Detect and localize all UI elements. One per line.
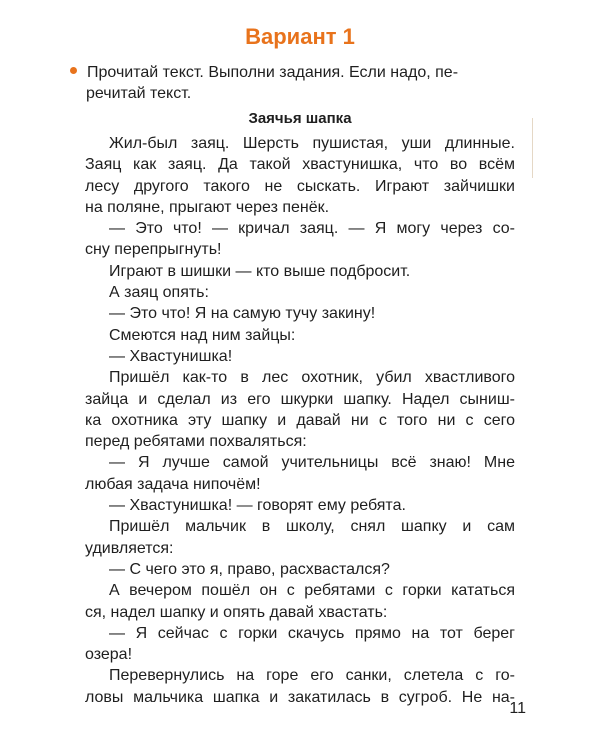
text-line: — Я сейчас с горки скачусь прямо на тот берег bbox=[109, 624, 515, 642]
text-line: — Я лучше самой учительницы всё знаю! Мне bbox=[109, 454, 515, 472]
story-title: Заячья шапка bbox=[248, 110, 352, 127]
text-line: лесу другого такого не сыскать. Играют зайчишки bbox=[85, 177, 515, 195]
text-line: А заяц опять: bbox=[109, 284, 209, 302]
text-line: Пришёл мальчик в школу, снял шапку и сам bbox=[109, 518, 515, 536]
instruction-line-1: Прочитай текст. Выполни задания. Если надо, пе- bbox=[87, 64, 459, 81]
text-line: — Это что! — кричал заяц. — Я могу через со- bbox=[109, 220, 515, 238]
text-line: ся, надел шапку и опять давай хвастать: bbox=[85, 603, 388, 621]
text-line: А вечером пошёл он с ребятами с горки кататься bbox=[109, 582, 515, 600]
text-line: — Хвастунишка! bbox=[109, 347, 233, 365]
text-line: ка охотника эту шапку и давай ни с того ни с сего bbox=[85, 411, 515, 429]
page-gutter-line bbox=[532, 118, 533, 178]
text-line: — С чего это я, право, расхвастался? bbox=[109, 560, 390, 578]
story-text bbox=[85, 133, 515, 708]
text-line: Заяц как заяц. Да такой хвастунишка, что во всём bbox=[85, 156, 515, 174]
text-line: сну перепрыгнуть! bbox=[85, 241, 222, 259]
text-line: зайца и сделал из его шкурки шапку. Надел сыниш- bbox=[85, 390, 515, 408]
text-line: Жил-был заяц. Шерсть пушистая, уши длинные. bbox=[109, 135, 515, 152]
page-number: 11 bbox=[509, 700, 526, 717]
page-title: Вариант 1 bbox=[245, 24, 355, 49]
instruction-line-2: речитай текст. bbox=[86, 85, 192, 102]
text-line: озера! bbox=[85, 646, 133, 664]
text-line: на поляне, прыгают через пенёк. bbox=[85, 198, 330, 216]
text-line: удивляется: bbox=[85, 539, 174, 557]
text-line: Играют в шишки — кто выше подбросит. bbox=[109, 262, 411, 280]
bullet-icon bbox=[70, 67, 77, 74]
text-line: любая задача нипочём! bbox=[85, 475, 261, 493]
text-line: перед ребятами похваляться: bbox=[85, 433, 307, 451]
text-line: Смеются над ним зайцы: bbox=[109, 326, 296, 344]
text-line: — Это что! Я на самую тучу закину! bbox=[109, 305, 376, 323]
text-line: Пришёл как-то в лес охотник, убил хвастливого bbox=[109, 369, 515, 387]
instruction bbox=[70, 62, 530, 104]
text-line: — Хвастунишка! — говорят ему ребята. bbox=[109, 497, 406, 515]
text-line: ловы мальчика шапка и закатилась в сугроб. Не на- bbox=[85, 688, 515, 706]
text-line: Перевернулись на горе его санки, слетела с го- bbox=[109, 667, 515, 685]
